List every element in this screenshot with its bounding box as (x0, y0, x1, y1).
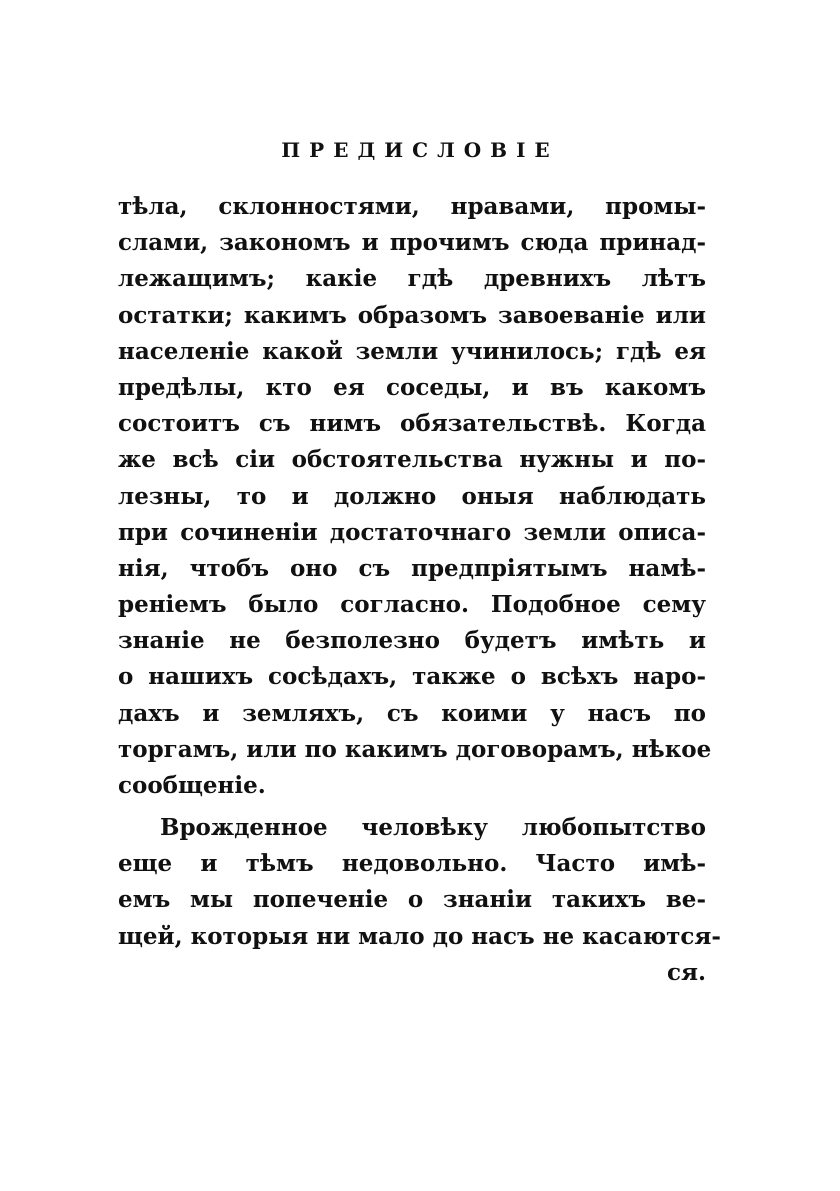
text-line: состоитъ съ нимъ обязательствѣ. Когда (118, 410, 706, 438)
text-line: щей, которыя ни мало до насъ не касаются- (118, 922, 721, 950)
text-line: лезны, то и должно оныя наблюдать (118, 482, 706, 510)
text-line: Врожденное человѣку любопытство (160, 814, 706, 841)
text-line: остатки; какимъ образомъ завоеваніе или (118, 301, 706, 329)
text-line: емъ мы попеченіе о знаніи такихъ ве- (118, 886, 706, 914)
text-line: торгамъ, или по какимъ договорамъ, нѣкое (118, 735, 712, 763)
text-line: же всѣ сіи обстоятельства нужны и по- (118, 446, 706, 474)
text-line: реніемъ было согласно. Подобное сему (118, 591, 706, 619)
text-line: при сочиненіи достаточнаго земли описа- (118, 518, 706, 546)
text-line: знаніе не безполезно будетъ имѣть и (118, 627, 706, 655)
text-line: нія, чтобъ оно съ предпріятымъ намѣ- (118, 554, 706, 582)
paragraph-2 (118, 810, 721, 991)
running-head: ПРЕДИСЛОВІЕ (281, 138, 559, 162)
text-line: дахъ и земляхъ, съ коими у насъ по (118, 699, 706, 727)
text-line: ся. (666, 958, 706, 986)
text-line: тѣла, склонностями, нравами, промы- (118, 193, 706, 220)
text-line: о нашихъ сосѣдахъ, также о всѣхъ наро- (118, 663, 706, 691)
text-line: населеніе какой земли учинилось; гдѣ ея (118, 337, 706, 365)
text-line: слами, закономъ и прочимъ сюда принад- (118, 229, 706, 257)
text-line: сообщеніе. (118, 772, 266, 799)
text-line: еще и тѣмъ недовольно. Часто имѣ- (118, 850, 706, 878)
paragraph-1 (118, 189, 712, 804)
text-line: предѣлы, кто ея соседы, и въ какомъ (118, 373, 706, 401)
text-line: лежащимъ; какіе гдѣ древнихъ лѣтъ (118, 265, 706, 293)
